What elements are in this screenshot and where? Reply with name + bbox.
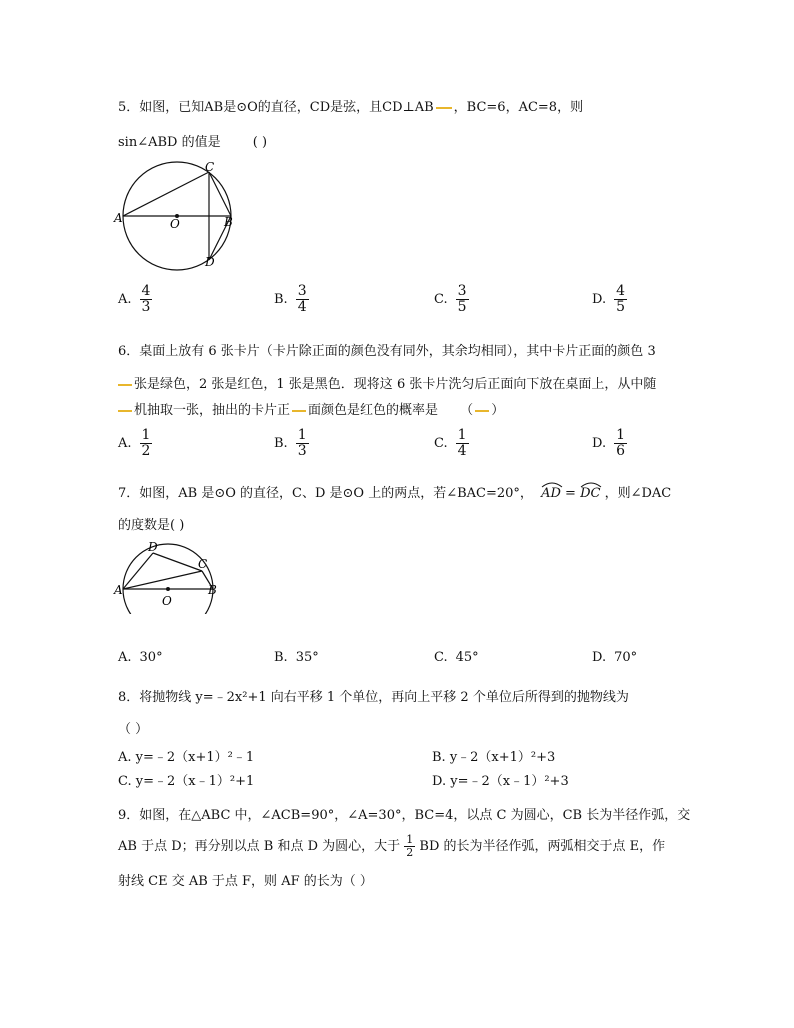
fraction: $\frac{1}{4}$ (457, 427, 467, 460)
q5-segment-ac (123, 172, 209, 216)
q6-option-d[interactable]: D. $\frac{1}{6}$ (592, 427, 626, 460)
fraction: $\frac{1}{3}$ (297, 427, 307, 460)
fraction-half: $\frac{1}{2}$ (406, 833, 414, 860)
q8-line2: （ ） (118, 722, 149, 737)
q5-label-o: O (170, 217, 180, 231)
q8-option-a[interactable]: A. y=﹣2（x+1）²﹣1 (118, 750, 255, 765)
q7-circle-figure (112, 538, 226, 614)
q5-line2: sin∠ABD 的值是 ( ) (118, 135, 268, 150)
q5-label-d: D (205, 255, 215, 269)
q9-line1: 9．如图，在△ABC 中，∠ACB=90°，∠A=30°，BC=4，以点 C 为圆心，CB 长为半径作弧，交 (118, 808, 691, 823)
q5-line1: 5．如图，已知AB是⊙O的直径，CD是弦，且CD⊥AB ，BC=6，AC=8，则 (118, 100, 584, 115)
arc-symbol (541, 480, 563, 488)
q7-label-a: A (114, 583, 123, 597)
q7-option-c[interactable]: C. 45° (434, 650, 479, 665)
q5-label-a: A (114, 211, 123, 225)
fraction: $\frac{3}{4}$ (297, 283, 307, 316)
q5-circle-figure (112, 160, 242, 272)
fraction: $\frac{4}{5}$ (616, 283, 626, 316)
q7-label-b: B (208, 583, 217, 597)
q5-label-c: C (205, 160, 215, 174)
q7-option-b[interactable]: B. 35° (274, 650, 319, 665)
highlight-mark (118, 384, 132, 386)
q6-line2: 张是绿色，2 张是红色，1 张是黑色．现将这 6 张卡片洗匀后正面向下放在桌面上，从中随 (118, 373, 656, 392)
fraction: $\frac{1}{6}$ (616, 427, 626, 460)
q6-line3: 机抽取一张，抽出的卡片正 面颜色是红色的概率是 （ ） (118, 399, 504, 418)
q5-segment-cb (209, 172, 231, 216)
q7-segment-ac (123, 571, 202, 589)
q7-line1: 7．如图，AB 是⊙O 的直径，C、D 是⊙O 上的两点，若∠BAC=20°， AD = DC ，则∠DAC (118, 482, 671, 501)
q7-center-dot (166, 587, 170, 591)
q7-label-d: D (148, 540, 158, 554)
q7-label-o: O (162, 594, 172, 608)
fraction: $\frac{1}{2}$ (141, 427, 151, 460)
fraction: $\frac{4}{3}$ (141, 283, 151, 316)
q9-line3: 射线 CE 交 AB 于点 F，则 AF 的长为（ ） (118, 874, 373, 889)
q8-option-b[interactable]: B. y﹣2（x+1）²+3 (432, 750, 556, 765)
q6-option-b[interactable]: B. $\frac{1}{3}$ (274, 427, 307, 460)
q5-option-a[interactable]: A. $\frac{4}{3}$ (118, 283, 151, 316)
arc-ad: AD (541, 486, 561, 501)
q5-option-c[interactable]: C. $\frac{3}{5}$ (434, 283, 467, 316)
arc-symbol (580, 480, 602, 488)
q7-segment-dc (153, 553, 202, 571)
q7-label-c: C (198, 557, 208, 571)
q5-option-d[interactable]: D. $\frac{4}{5}$ (592, 283, 626, 316)
highlight-mark (436, 107, 452, 109)
q6-line1: 6．桌面上放有 6 张卡片（卡片除正面的颜色没有同外，其余均相同），其中卡片正面的颜色 3 (118, 344, 656, 359)
q5-label-b: B (224, 215, 233, 229)
highlight-mark (475, 410, 489, 412)
q5-option-b[interactable]: B. $\frac{3}{4}$ (274, 283, 307, 316)
q6-option-c[interactable]: C. $\frac{1}{4}$ (434, 427, 467, 460)
q8-option-d[interactable]: D. y=﹣2（x﹣1）²+3 (432, 774, 569, 789)
q7-option-a[interactable]: A. 30° (118, 650, 163, 665)
fraction: $\frac{3}{5}$ (457, 283, 467, 316)
q8-option-c[interactable]: C. y=﹣2（x﹣1）²+1 (118, 774, 255, 789)
highlight-mark (292, 410, 306, 412)
arc-dc: DC (580, 486, 600, 501)
q7-option-d[interactable]: D. 70° (592, 650, 638, 665)
q9-line2: AB 于点 D；再分别以点 B 和点 D 为圆心，大于 $\frac{1}{2}$ BD 的长为半径作弧，两弧相交于点 E，作 (118, 833, 666, 860)
highlight-mark (118, 410, 132, 412)
q7-line2: 的度数是( ) (118, 518, 185, 533)
q6-option-a[interactable]: A. $\frac{1}{2}$ (118, 427, 151, 460)
q8-line1: 8．将抛物线 y=﹣2x²+1 向右平移 1 个单位，再向上平移 2 个单位后所得到的抛物线为 (118, 690, 629, 705)
